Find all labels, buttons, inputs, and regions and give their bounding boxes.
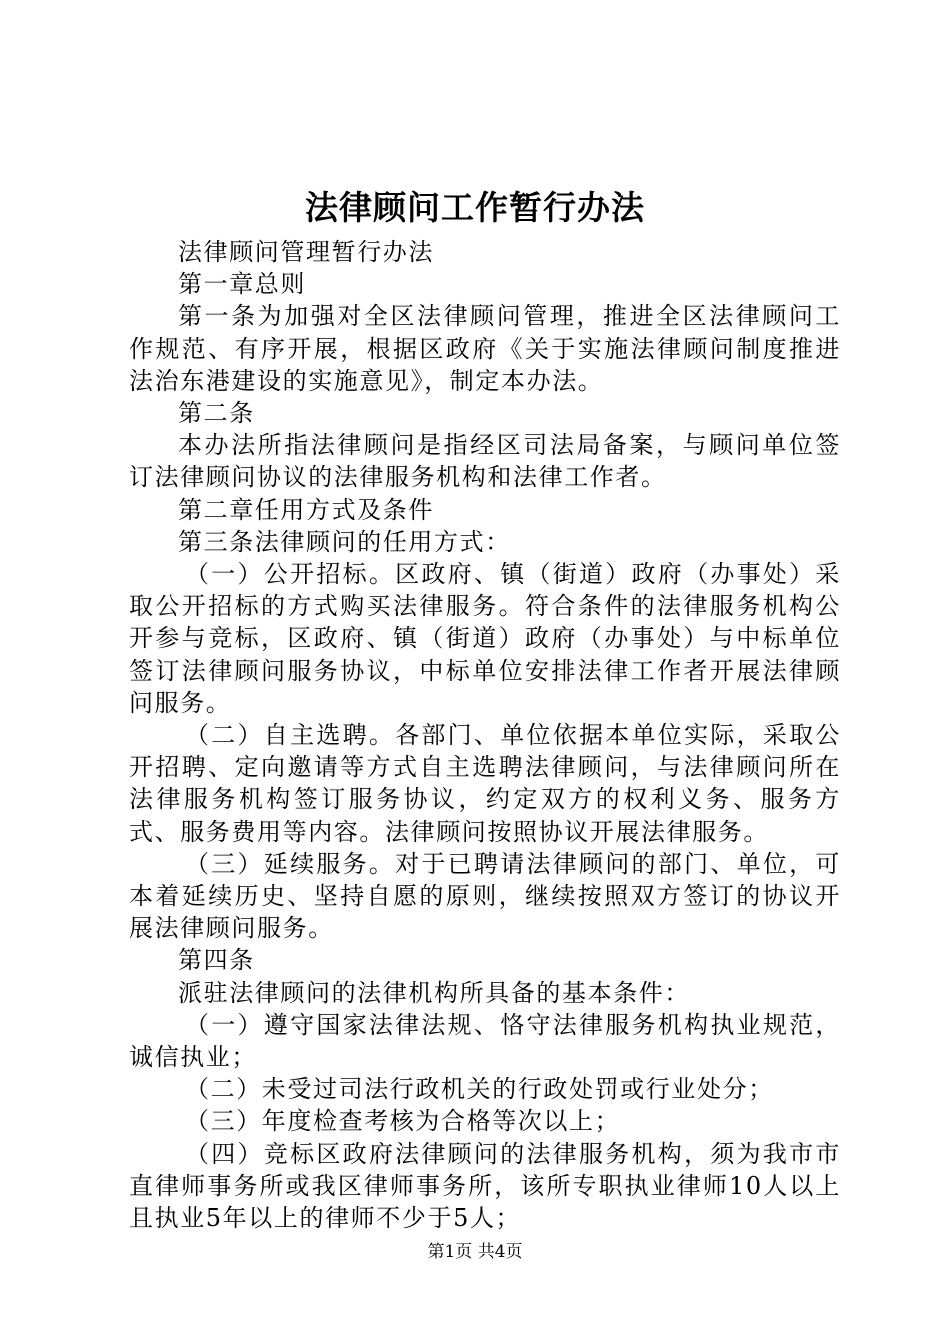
chapter-heading: 第二章任用方式及条件 [178,495,434,524]
article-heading: 第二条 [178,399,255,428]
document-body [129,236,841,1234]
list-item-paragraph: （二）自主选聘。各部门、单位依据本单位实际，采取公开招聘、定向邀请等方式自主选聘法律顾问，与法律顾问所在法律服务机构签订服务协议，约定双方的权利义务、服务方式、服务费用等内容。法律顾问按照协议开展法律服务。 [129,721,841,846]
document-title: 法律顾问工作暂行办法 [305,188,645,227]
list-item-paragraph: （一）遵守国家法律法规、恪守法律服务机构执业规范，诚信执业； [129,1010,841,1072]
article-paragraph: 第一条为加强对全区法律顾问管理，推进全区法律顾问工作规范、有序开展，根据区政府《关于实施法律顾问制度推进法治东港建设的实施意见》，制定本办法。 [129,302,841,395]
list-item-paragraph: （三）年度检查考核为合格等次以上； [185,1107,621,1136]
list-item-paragraph: （一）公开招标。区政府、镇（街道）政府（办事处）采取公开招标的方式购买法律服务。符合条件的法律服务机构公开参与竞标，区政府、镇（街道）政府（办事处）与中标单位签订法律顾问服务协议，中标单位安排法律工作者开展法律顾问服务。 [129,560,841,717]
article-paragraph: 派驻法律顾问的法律机构所具备的基本条件： [178,978,690,1007]
article-paragraph: 第三条法律顾问的任用方式： [178,527,511,556]
list-item-paragraph: （三）延续服务。对于已聘请法律顾问的部门、单位，可本着延续历史、坚持自愿的原则，继续按照双方签订的协议开展法律顾问服务。 [129,849,841,943]
list-item-paragraph: （二）未受过司法行政机关的行政处罚或行业处分； [185,1075,774,1104]
page-number-footer: 第1页 共4页 [427,1242,523,1262]
article-paragraph: 本办法所指法律顾问是指经区司法局备案，与顾问单位签订法律顾问协议的法律服务机构和法律工作者。 [129,431,841,492]
subtitle-paragraph: 法律顾问管理暂行办法 [178,238,434,266]
article-heading: 第四条 [178,946,255,975]
chapter-heading: 第一章总则 [178,270,306,299]
list-item-paragraph: （四）竞标区政府法律顾问的法律服务机构，须为我市市直律师事务所或我区律师事务所，该所专职执业律师10人以上且执业5年以上的律师不少于5人； [129,1139,841,1233]
